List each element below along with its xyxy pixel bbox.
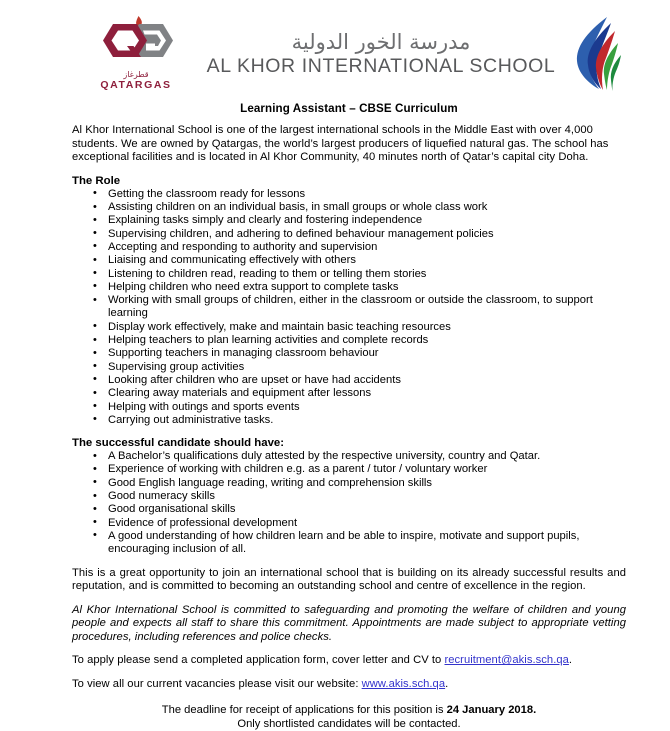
list-item: • Looking after children who are upset or have had accidents <box>93 374 626 387</box>
recruitment-email-link[interactable]: recruitment@akis.sch.qa <box>444 654 569 667</box>
candidate-heading: The successful candidate should have: <box>72 437 285 450</box>
list-item: • Supporting teachers in managing classroom behaviour <box>93 347 626 360</box>
page-title: Learning Assistant – CBSE Curriculum <box>240 102 458 115</box>
school-arabic-name: مدرسة الخور الدولية <box>291 30 471 54</box>
list-item: • Display work effectively, make and maintain basic teaching resources <box>93 321 626 334</box>
apply-prefix-text: To apply please send a completed application form, cover letter and CV to <box>72 654 445 667</box>
qatargas-latin-name: QATARGAS <box>100 79 172 91</box>
document-body <box>0 102 670 731</box>
website-paragraph <box>72 678 626 692</box>
list-item: • Getting the classroom ready for lessons <box>93 188 626 201</box>
document-header <box>0 0 670 98</box>
role-heading: The Role <box>72 174 121 187</box>
list-item: • Liaising and communicating effectively with others <box>93 254 626 267</box>
qatargas-arabic-name: قطرغاز <box>123 70 149 79</box>
deadline-line <box>72 703 626 717</box>
list-item: • Good numeracy skills <box>93 490 626 503</box>
list-item: • Supervising children, and adhering to defined behaviour management policies <box>93 228 626 241</box>
list-item: • Helping teachers to plan learning activities and complete records <box>93 334 626 347</box>
list-item: • Explaining tasks simply and clearly and fostering independence <box>93 214 626 227</box>
candidate-requirements-list <box>72 450 626 556</box>
school-logo <box>184 29 570 77</box>
closing-block <box>72 703 626 731</box>
intro-paragraph: Al Khor International School is one of the largest international schools in the Middle East with over 4,000 students. We are owned by Qatargas, the world’s largest producers of liquefied natural gas. The school has exceptional facilities and is located in Al Khor Community, 40 minutes north of Qatar’s capital city Doha. <box>72 124 609 164</box>
list-item: • Experience of working with children e.g. as a parent / tutor / voluntary worker <box>93 463 626 476</box>
list-item: • Good organisational skills <box>93 503 626 516</box>
school-website-link[interactable]: www.akis.sch.qa <box>361 678 446 691</box>
deadline-date: 24 January 2018. <box>446 703 537 716</box>
deadline-prefix-text: The deadline for receipt of applications for this position is <box>161 703 447 716</box>
list-item: • Helping children who need extra support to complete tasks <box>93 281 626 294</box>
list-item: • Helping with outings and sports events <box>93 401 626 414</box>
school-latin-name: AL KHOR INTERNATIONAL SCHOOL <box>206 55 556 77</box>
list-item: • Listening to children read, reading to them or telling them stories <box>93 268 626 281</box>
list-item: • Working with small groups of children, either in the classroom or outside the classroom, to support learning <box>93 294 626 321</box>
list-item: • Good English language reading, writing and comprehension skills <box>93 477 626 490</box>
safeguarding-paragraph: Al Khor International School is committed to safeguarding and promoting the welfare of children and young people and expects all staff to share this commitment. Appointments are made subject to appropriate vetting procedures, including references and police checks. <box>72 603 626 643</box>
qatargas-qg-monogram-icon <box>97 15 175 69</box>
list-item: • Supervising group activities <box>93 361 626 374</box>
website-suffix-text: . <box>445 678 449 691</box>
website-prefix-text: To view all our current vacancies please visit our website: <box>72 678 362 691</box>
list-item: • Clearing away materials and equipment after lessons <box>93 387 626 400</box>
shortlist-note: Only shortlisted candidates will be contacted. <box>237 717 461 730</box>
list-item: • Accepting and responding to authority and supervision <box>93 241 626 254</box>
role-list <box>72 188 626 427</box>
qatargas-logo <box>88 15 184 91</box>
list-item: • Evidence of professional development <box>93 517 626 530</box>
apply-paragraph <box>72 654 626 668</box>
list-item: • Carrying out administrative tasks. <box>93 414 626 427</box>
list-item: • A Bachelor’s qualifications duly attested by the respective university, country and Qatar. <box>93 450 626 463</box>
list-item: • Assisting children on an individual basis, in small groups or whole class work <box>93 201 626 214</box>
flame-ribbon-icon <box>574 15 626 91</box>
opportunity-paragraph: This is a great opportunity to join an international school that is building on its already successful results and reputation, and is committed to becoming an outstanding school and centre of excellence in the region. <box>72 566 626 593</box>
list-item: • A good understanding of how children learn and be able to inspire, motivate and support pupils, encouraging inclusion of all. <box>93 530 626 557</box>
akis-flame-logo <box>570 15 630 91</box>
apply-suffix-text: . <box>568 654 573 667</box>
